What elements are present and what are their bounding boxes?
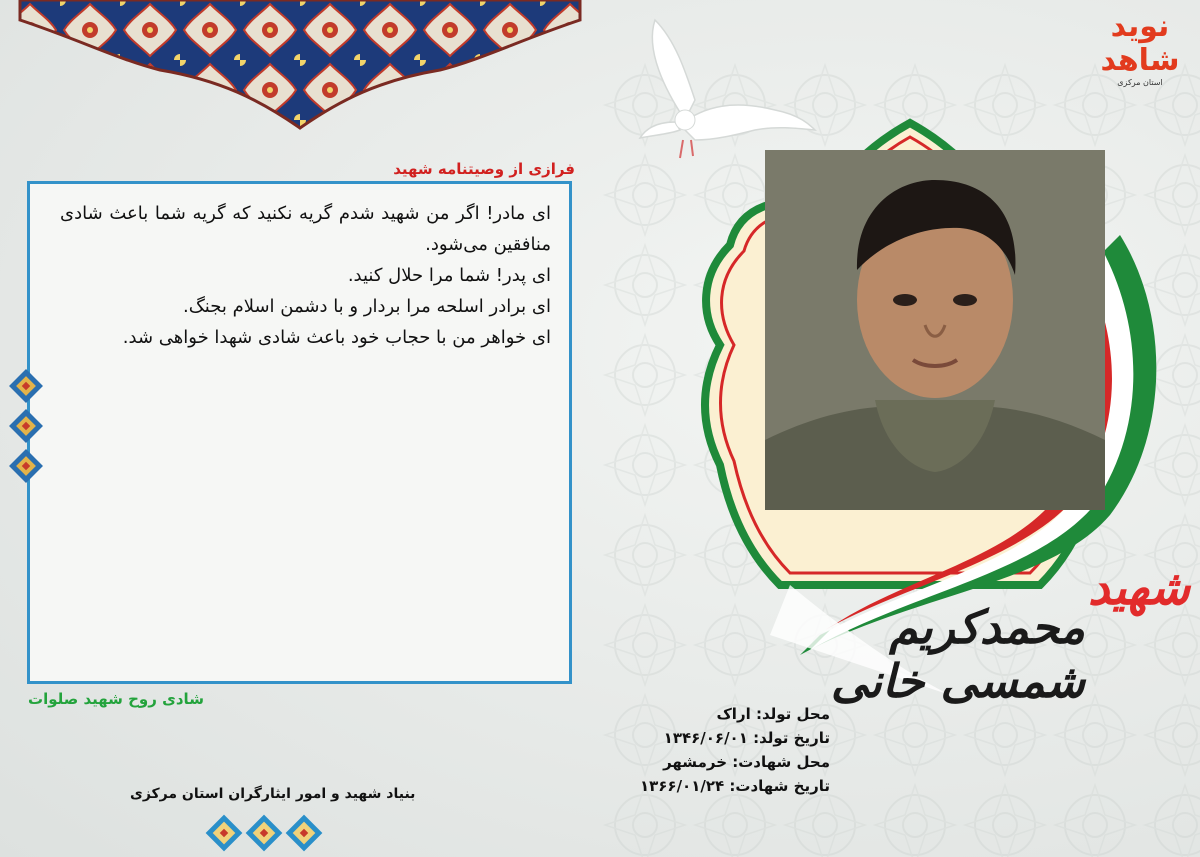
birth-date: تاریخ تولد: ۱۳۴۶/۰۶/۰۱ bbox=[663, 729, 830, 747]
will-title: فرازی از وصیتنامه شهید bbox=[393, 160, 575, 178]
diamond-ornament-icon bbox=[285, 814, 323, 852]
will-line: ای خواهر من با حجاب خود باعث شادی شهدا خواهی شد. bbox=[122, 327, 551, 348]
foundation-name: بنیاد شهید و امور ایثارگران استان مرکزی bbox=[130, 786, 416, 802]
will-line: ای برادر اسلحه مرا بردار و با دشمن اسلام بجنگ. bbox=[182, 296, 551, 317]
martyr-photo bbox=[765, 150, 1105, 510]
martyr-info bbox=[640, 702, 830, 798]
will-line: ای مادر! اگر من شهید شدم گریه نکنید که گریه شما باعث شادی منافقین می‌شود. bbox=[60, 203, 551, 255]
will-line: ای پدر! شما مرا حلال کنید. bbox=[347, 265, 551, 286]
logo-subtitle: استان مرکزی bbox=[1117, 78, 1163, 87]
diamond-ornament-icon bbox=[245, 814, 283, 852]
blessing-text: شادی روح شهید صلوات bbox=[28, 690, 204, 708]
martyrdom-date: تاریخ شهادت: ۱۳۶۶/۰۱/۲۴ bbox=[639, 777, 830, 795]
martyr-name bbox=[830, 560, 1190, 708]
will-text bbox=[60, 198, 551, 353]
will-box bbox=[27, 181, 572, 684]
birth-place: محل تولد: اراک bbox=[716, 705, 830, 723]
martyrdom-place: محل شهادت: خرمشهر bbox=[663, 753, 830, 771]
logo bbox=[1090, 9, 1190, 87]
diamond-ornament-icon bbox=[205, 814, 243, 852]
diamond-ornament-icon bbox=[8, 368, 44, 404]
diamond-ornament-icon bbox=[8, 408, 44, 444]
islamic-tile-ornament bbox=[0, 0, 600, 130]
name-main: محمدکریم شمسی خانی bbox=[830, 600, 1085, 708]
name-prefix: شهید bbox=[1087, 560, 1190, 616]
logo-mark: نوید شاهد bbox=[1100, 9, 1180, 78]
diamond-ornament-icon bbox=[8, 448, 44, 484]
